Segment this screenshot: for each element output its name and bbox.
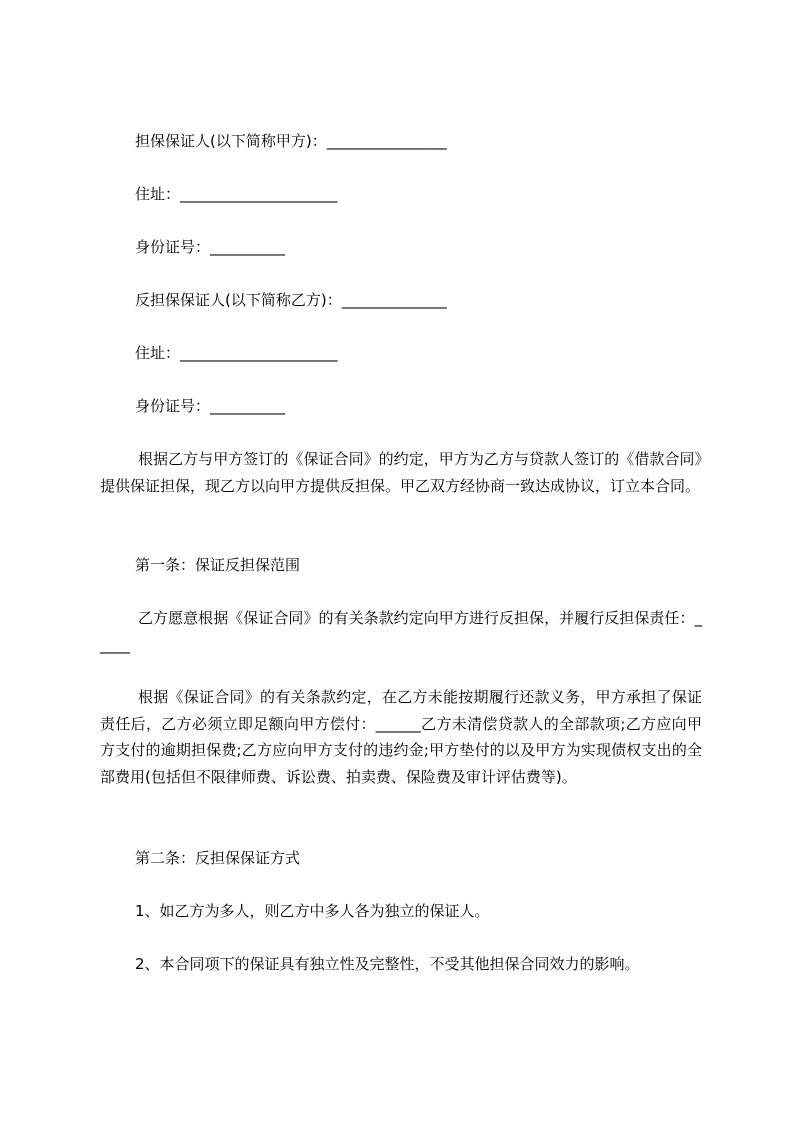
party-b-address-line: 住址：_____________________ [135, 344, 338, 362]
party-a-line: 担保保证人(以下简称甲方)：________________ [135, 132, 447, 150]
article-1-title: 第一条：保证反担保范围 [135, 556, 301, 574]
article-1-paragraph-1: 乙方愿意根据《保证合同》的有关条款约定向甲方进行反担保，并履行反担保责任：_____ [100, 609, 702, 654]
preamble-paragraph: 根据乙方与甲方签订的《保证合同》的约定，甲方为乙方与贷款人签订的《借款合同》提供保证担保，现乙方以向甲方提供反担保。甲乙双方经协商一致达成协议，订立本合同。 [100, 450, 702, 495]
party-a-id-line: 身份证号：__________ [135, 238, 286, 256]
party-b-line: 反担保保证人(以下简称乙方)：______________ [135, 291, 447, 309]
party-a-address-line: 住址：_____________________ [135, 185, 338, 203]
article-1-paragraph-2: 根据《保证合同》的有关条款约定，在乙方未能按期履行还款义务，甲方承担了保证责任后，乙方必须立即足额向甲方偿付：______乙方未清偿贷款人的全部款项;乙方应向甲方支付的逾期担保费;乙方应向甲方支付的违约金;甲方垫付的以及甲方为实现债权支出的全部费用(包括但不限律师费、诉讼费、拍卖费、保险费及审计评估费等)。 [100, 688, 702, 786]
article-2-title: 第二条：反担保保证方式 [135, 849, 301, 867]
article-2-item-1: 1、如乙方为多人，则乙方中多人各为独立的保证人。 [135, 902, 490, 920]
article-2-item-2: 2、本合同项下的保证具有独立性及完整性，不受其他担保合同效力的影响。 [135, 955, 640, 973]
party-b-id-line: 身份证号：__________ [135, 397, 286, 415]
